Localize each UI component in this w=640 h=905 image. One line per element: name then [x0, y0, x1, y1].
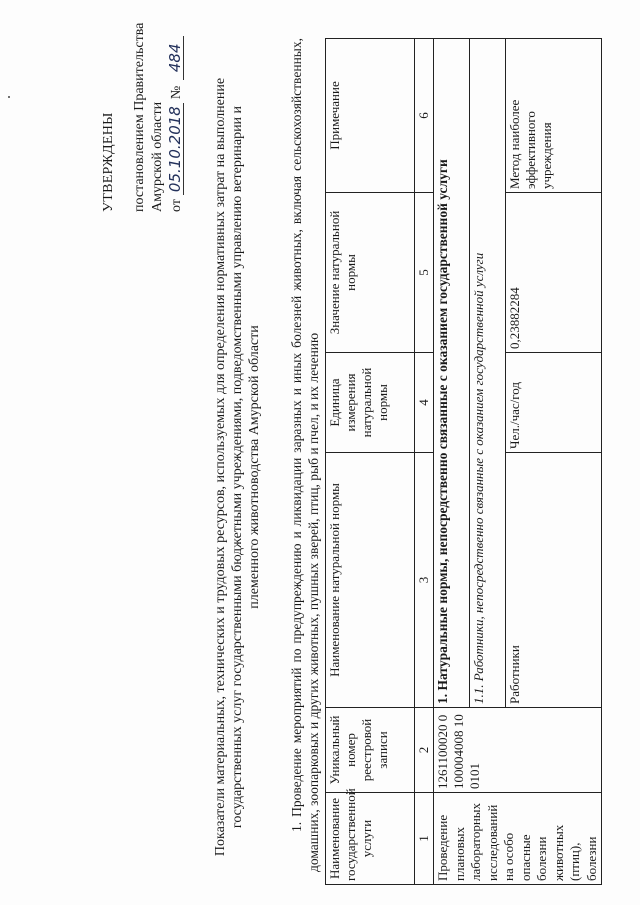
rotated-document	[22, 10, 622, 890]
section-title-row	[434, 39, 470, 885]
approval-title: УТВЕРЖДЕНЫ	[101, 112, 116, 212]
approval-from-label: от	[168, 199, 184, 212]
header-registry-number: Уникальный номер реестровой записи	[326, 708, 415, 793]
value-cell: 0,23882284	[505, 193, 601, 353]
approval-date-line	[165, 17, 187, 212]
header-service-name: Наименование государственной услуги	[326, 793, 415, 885]
approval-date: 05.10.2018	[168, 103, 184, 195]
section-intro-text: 1. Проведение мероприятий по предупреждению и ликвидации заразных и иных болезней животных, включая сельскохозяйственных, домашних, зоопарковых и других животных, пушных зверей, птиц, рыб и пчел, и их лечению	[289, 38, 321, 872]
column-number: 5	[415, 193, 434, 353]
header-norm-name: Наименование натуральной нормы	[326, 453, 415, 708]
approval-number-label: №	[168, 85, 184, 100]
approval-number: 484	[168, 36, 184, 80]
subsection-title: 1.1. Работники, непосредственно связанные с оказанием государственной услуги	[469, 39, 505, 708]
header-note: Примечание	[326, 39, 415, 193]
column-number: 2	[415, 708, 434, 793]
registry-number-cell: 1261100020 0100004008 100101	[434, 708, 602, 793]
norms-table	[325, 38, 602, 885]
service-name-cell: Проведение плановых лабораторных исследований на особо опасные болезни животных (птиц), болезни	[434, 793, 602, 885]
section-title: 1. Натуральные нормы, непосредственно связанные с оказанием государственной услуги	[434, 39, 470, 708]
header-value: Значение натуральной нормы	[326, 193, 415, 353]
unit-cell: Чел./час/год	[505, 353, 601, 453]
norm-name-cell: Работники	[505, 453, 601, 708]
note-cell: Метод наиболее эффективного учреждения	[505, 39, 601, 193]
column-number-row	[415, 39, 434, 885]
column-number: 4	[415, 353, 434, 453]
header-unit: Единица измерения натуральной нормы	[326, 353, 415, 453]
column-number: 1	[415, 793, 434, 885]
column-number: 6	[415, 39, 434, 193]
table-header-row	[326, 39, 415, 885]
approval-block	[100, 17, 186, 212]
scan-speck	[8, 96, 10, 98]
approval-line-1: постановлением Правительства	[131, 22, 147, 212]
document-heading: Показатели материальных, технических и трудовых ресурсов, используемых для определения нормативных затрат на выполнение государственных услуг государственными бюджетными учреждениями, подведомственными управлению ветеринарии и племенного животноводства Амурской области	[213, 77, 262, 857]
section-intro	[288, 38, 322, 872]
approval-line-2: Амурской области	[150, 101, 165, 212]
column-number: 3	[415, 453, 434, 708]
